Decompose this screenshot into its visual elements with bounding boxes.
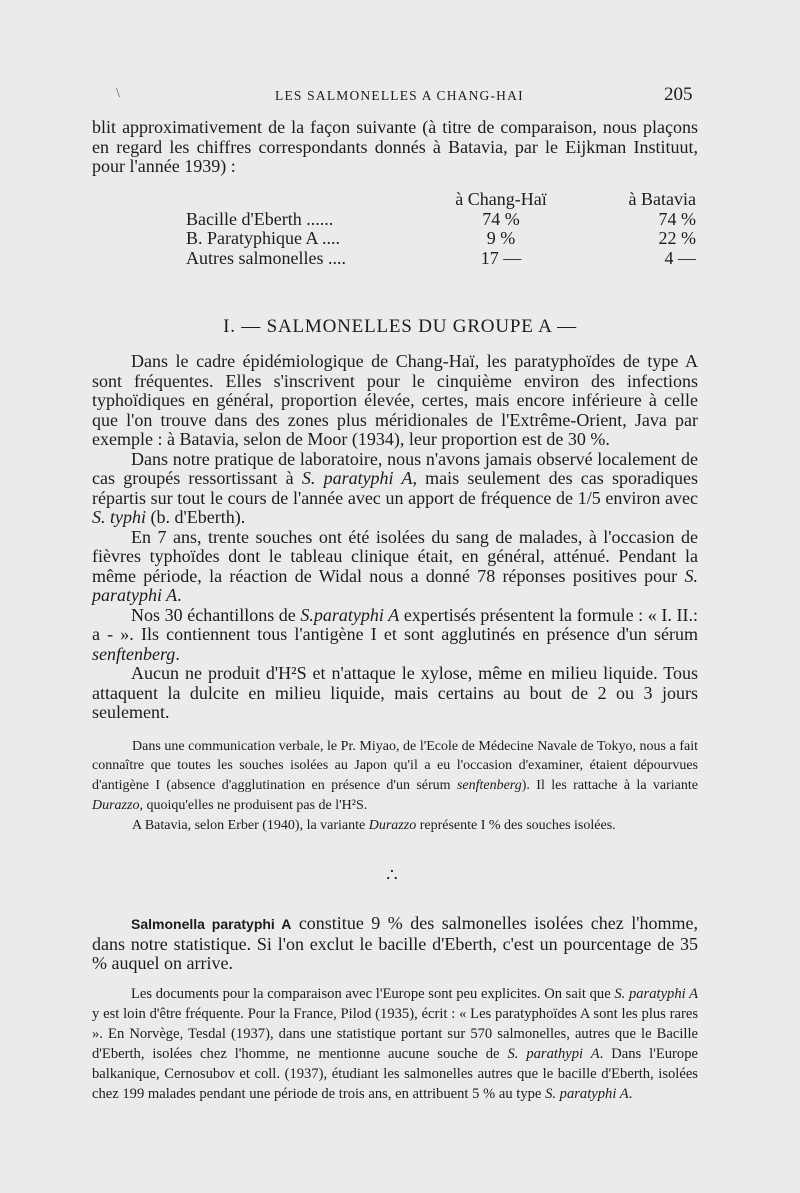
text-run: y est loin d'être fréquente. Pour la France, Pilod (1935), écrit : « Les paratyphoïdes A sont les plus rares ». En Norvège, Tesdal (1937), dans une statistique portant sur 570 salmonelles, autres que le Bacille d'Eberth, isolées chez l'homme, ne mentionne aucune souche de xyxy=(92,1005,698,1062)
table-row xyxy=(92,249,724,269)
table-header-row xyxy=(92,190,724,210)
paragraph-7 xyxy=(92,984,698,1104)
text-run: constitue 9 % des salmonelles isolées chez l'homme, dans notre statistique. Si l'on exclut le bacille d'Eberth, c'est un pourcentage de 35 % auquel on arrive. xyxy=(92,913,698,973)
species-name: S. paratyphi A xyxy=(301,468,413,488)
text-run: expertisés présentent la formule : « I. II.: a - ». Ils contiennent tous l'antigène I et sont agglutinés en présence d'un sérum xyxy=(92,604,698,644)
table-header-cell xyxy=(92,190,436,210)
text-run: quoiqu'elles ne produisent pas de l'H²S. xyxy=(142,797,368,813)
text-run: , mais seulement des cas sporadiques répartis sur tout le cours de l'année avec un apport de fréquence de 1/5 environ avec xyxy=(92,468,698,508)
note-paragraph-2 xyxy=(92,816,698,836)
species-name: S. paratyphi A xyxy=(545,1085,629,1102)
text-run: (b. d'Eberth). xyxy=(146,507,246,527)
text-run: . xyxy=(175,643,180,664)
note-paragraph-1 xyxy=(92,737,698,816)
text-run: Les documents pour la comparaison avec l'Europe sont peu explicites. On sait que xyxy=(131,985,615,1002)
text-run: A Batavia, selon Erber (1940), la variante xyxy=(132,817,369,833)
table-cell: 4 — xyxy=(664,247,696,268)
paragraph-5: Aucun ne produit d'H²S et n'attaque le xylose, même en milieu liquide. Tous attaquent la dulcite en milieu liquide, mais certains au bout de 2 ou 3 jours seulement. xyxy=(92,663,698,722)
table-cell: B. Paratyphique A .... xyxy=(186,228,340,248)
text-run: Nos 30 échantillons de xyxy=(131,604,301,625)
text-run: représente I % des souches isolées. xyxy=(416,817,616,833)
comparison-table xyxy=(92,190,724,268)
species-name: S. paratyphi A xyxy=(92,565,698,605)
paragraph-6 xyxy=(92,914,698,974)
margin-mark: \ xyxy=(116,86,120,101)
table-cell: 9 % xyxy=(486,228,516,248)
table-cell: Bacille d'Eberth ...... xyxy=(186,208,334,229)
footnote-block xyxy=(92,737,698,836)
intro-paragraph: blit approximativement de la façon suivante (à titre de comparaison, nous plaçons en regard les chiffres correspondants donnés à Batavia, par le Eijkman Instituut, pour l'année 1939) : xyxy=(92,117,698,176)
serum-name: senftenberg xyxy=(456,778,522,794)
text-run: En 7 ans, trente souches ont été isolées du sang de malades, à l'occasion de fièvres typhoïdes dont le tableau clinique était, en général, atténué. Pendant la même période, la réaction de Widal nous a donné 78 réponses positives pour xyxy=(92,526,698,586)
section-heading: I. — SALMONELLES DU GROUPE A — xyxy=(223,316,577,337)
text-run: . Dans l'Europe balkanique, Cernosubov et coll. (1937), étudiant les salmonelles autres que le bacille d'Eberth, isolées chez 199 malades pendant une période de trois ans, en attribuent 5 % au type xyxy=(92,1045,698,1102)
paragraph-2 xyxy=(92,450,698,528)
page-header xyxy=(0,86,800,110)
table-cell: 74 % xyxy=(482,208,520,229)
lead-term: Salmonella paratyphi A xyxy=(131,916,292,932)
page-number: 205 xyxy=(664,84,693,105)
species-name: S. parathypi A xyxy=(507,1045,600,1062)
intro-paragraph-block xyxy=(92,118,698,177)
text-run: ). Il les rattache à la variante xyxy=(521,778,698,794)
species-name: S. typhi xyxy=(92,507,146,527)
table-cell: 74 % xyxy=(658,208,696,229)
variant-name: Durazzo, xyxy=(92,797,143,813)
section-1-body xyxy=(92,352,698,835)
paragraph-3 xyxy=(92,528,698,606)
paragraph-1: Dans le cadre épidémiologique de Chang-Haï, les paratyphoïdes de type A sont fréquentes. Elles s'inscrivent pour le cinquième environ des infections typhoïdiques en général, proportion élevée, certes, mais encore inférieure à celle que l'on trouve dans des zones plus méridionales de l'Extrême-Orient, Java par exemple : à Batavia, selon de Moor (1934), leur proportion est de 30 %. xyxy=(92,351,698,449)
text-run: . xyxy=(628,1085,633,1102)
species-name: S.paratyphi A xyxy=(300,604,400,625)
table-cell: Autres salmonelles .... xyxy=(186,247,346,268)
separator-ornament: ∴ xyxy=(386,865,398,885)
text-run: Dans une communication verbale, le Pr. Miyao, de l'Ecole de Médecine Navale de Tokyo, nous a fait connaître que toutes les souches isolées au Japon qu'il a eu l'occasion d'examiner, étaient dépourvues d'antigène I (absence d'agglutination en présence d'un sérum xyxy=(92,738,698,794)
section-2-body xyxy=(92,914,698,1104)
table-header-cell: à Batavia xyxy=(628,189,696,209)
text-run: . xyxy=(177,585,182,605)
paragraph-4 xyxy=(92,606,698,665)
running-title: LES SALMONELLES A CHANG-HAI xyxy=(275,88,524,103)
serum-name: senftenberg xyxy=(92,643,176,664)
table-header-cell: à Chang-Haï xyxy=(455,189,547,209)
table-cell: 22 % xyxy=(658,228,696,248)
text-run: Dans notre pratique de laboratoire, nous n'avons jamais observé localement de cas groupés ressortissant à xyxy=(92,448,698,488)
species-name: S. paratyphi A xyxy=(614,985,698,1002)
table-row xyxy=(92,210,724,230)
table-cell: 17 — xyxy=(480,247,522,268)
table-row xyxy=(92,229,724,249)
variant-name: Durazzo xyxy=(368,817,417,833)
